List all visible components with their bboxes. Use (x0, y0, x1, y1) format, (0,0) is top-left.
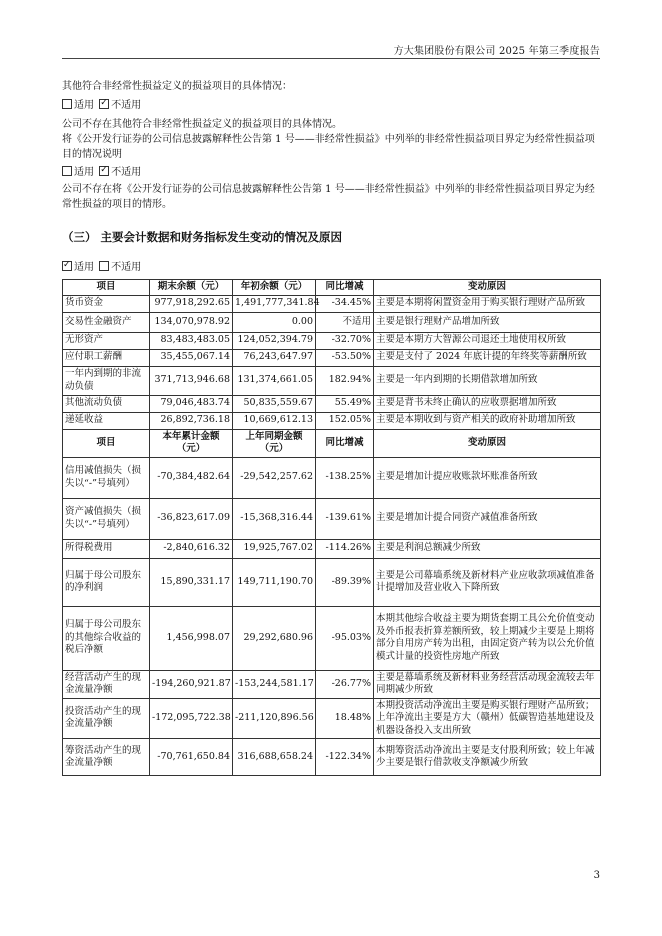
table-row (63, 349, 601, 366)
other-items-statement: 公司不存在其他符合非经常性损益定义的损益项目的具体情况。 (62, 119, 342, 130)
checkbox-not-applicable-checked (99, 99, 109, 109)
row-item: 归属于母公司股东的其他综合收益的税后净额 (63, 606, 150, 670)
column-header: 年初余额（元） (233, 280, 316, 296)
row-item: 货币资金 (63, 295, 150, 312)
row-change: 18.48% (316, 698, 374, 739)
row-reason: 主要是本期收到与资产相关的政府补助增加所致 (374, 412, 601, 429)
row-value-2: 1,491,777,341.84 (233, 295, 316, 312)
row-value-1: -70,384,482.64 (150, 457, 233, 498)
page-header: 方大集团股份有限公司 2025 年第三季度报告 (393, 46, 600, 57)
column-header: 上年同期金额（元） (233, 429, 316, 457)
table-row (63, 366, 601, 395)
row-reason: 主要是增加计提应收账款坏账准备所致 (374, 457, 601, 498)
column-header: 同比增减 (316, 280, 374, 296)
checkbox-applicable (62, 99, 72, 109)
row-value-2: 50,835,559.67 (233, 395, 316, 412)
row-value-1: 35,455,067.14 (150, 349, 233, 366)
row-value-2: 19,925,767.02 (233, 539, 316, 558)
row-item: 无形资产 (63, 332, 150, 349)
row-value-2: 0.00 (233, 312, 316, 332)
reclassification-statement: 公司不存在将《公开发行证券的公司信息披露解释性公告第 1 号——非经常性损益》中列举的非经常性损益项目界定为经常性损益的项目的情形。 (62, 184, 595, 210)
row-value-1: -172,095,722.38 (150, 698, 233, 739)
column-header: 本年累计金额（元） (150, 429, 233, 457)
row-reason: 本期其他综合收益主要为期货套期工具公允价值变动及外币报表折算差额所致，较上期减少主要是上期将部分自用房产转为出租，由固定资产转为以公允价值模式计量的投资性房地产所致 (374, 606, 601, 670)
row-change: 55.49% (316, 395, 374, 412)
row-item: 一年内到期的非流动负债 (63, 366, 150, 395)
label-applicable: 适用 (74, 167, 94, 178)
row-change: -114.26% (316, 539, 374, 558)
row-value-1: 83,483,483.05 (150, 332, 233, 349)
row-value-1: 134,070,978.92 (150, 312, 233, 332)
other-items-intro: 其他符合非经常性损益定义的损益项目的具体情况： (62, 81, 292, 92)
table-row (63, 312, 601, 332)
reclassification-title: 将《公开发行证券的公司信息披露解释性公告第 1 号——非经常性损益》中列举的非经常性损益项目界定为经常性损益项目的情况说明 (62, 134, 595, 160)
row-value-2: 149,711,190.70 (233, 558, 316, 606)
row-value-2: 316,688,658.24 (233, 739, 316, 776)
header-divider (62, 58, 600, 59)
row-change: -34.45% (316, 295, 374, 312)
row-change: 152.05% (316, 412, 374, 429)
row-item: 信用减值损失（损失以“-”号填列） (63, 457, 150, 498)
row-reason: 主要是背书未终止确认的应收票据增加所致 (374, 395, 601, 412)
row-reason: 主要是本期将闲置资金用于购买银行理财产品所致 (374, 295, 601, 312)
table-row (63, 670, 601, 698)
column-header: 同比增减 (316, 429, 374, 457)
checkbox-applicable-checked (62, 261, 72, 271)
row-item: 应付职工薪酬 (63, 349, 150, 366)
row-reason: 主要是一年内到期的长期借款增加所致 (374, 366, 601, 395)
row-item: 交易性金融资产 (63, 312, 150, 332)
row-value-1: 977,918,292.65 (150, 295, 233, 312)
row-value-1: -2,840,616.32 (150, 539, 233, 558)
change-analysis-table (62, 279, 601, 776)
page-number: 3 (593, 870, 600, 881)
row-change: -95.03% (316, 606, 374, 670)
row-change: 182.94% (316, 366, 374, 395)
row-item: 归属于母公司股东的净利润 (63, 558, 150, 606)
row-reason: 主要是利润总额减少所致 (374, 539, 601, 558)
row-value-1: 79,046,483.74 (150, 395, 233, 412)
column-header: 期末余额（元） (150, 280, 233, 296)
table-row (63, 539, 601, 558)
row-reason: 主要是支付了 2024 年底计提的年终奖等薪酬所致 (374, 349, 601, 366)
column-header: 项目 (63, 429, 150, 457)
row-change: -139.61% (316, 498, 374, 539)
checkbox-not-applicable (99, 261, 109, 271)
row-reason: 主要是幕墙系统及新材料业务经营活动现金流较去年同期减少所致 (374, 670, 601, 698)
row-value-2: -211,120,896.56 (233, 698, 316, 739)
table-row (63, 412, 601, 429)
row-item: 经营活动产生的现金流量净额 (63, 670, 150, 698)
table-row (63, 295, 601, 312)
row-reason: 本期投资活动净流出主要是购买银行理财产品所致；上年净流出主要是方大（赣州）低碳智造基地建设及机器设备投入支出所致 (374, 698, 601, 739)
row-item: 其他流动负债 (63, 395, 150, 412)
row-value-2: -153,244,581.17 (233, 670, 316, 698)
row-value-2: 29,292,680.96 (233, 606, 316, 670)
row-item: 筹资活动产生的现金流量净额 (63, 739, 150, 776)
row-value-1: -70,761,650.84 (150, 739, 233, 776)
income-header-row (63, 429, 601, 457)
applicability-row-2 (62, 166, 600, 181)
row-value-2: -29,542,257.62 (233, 457, 316, 498)
row-value-1: 26,892,736.18 (150, 412, 233, 429)
row-reason: 主要是公司幕墙系统及新材料产业应收款项减值准备计提增加及营业收入下降所致 (374, 558, 601, 606)
column-header: 变动原因 (374, 280, 601, 296)
row-change: -32.70% (316, 332, 374, 349)
label-applicable: 适用 (74, 262, 94, 273)
row-change: -53.50% (316, 349, 374, 366)
table-body (63, 280, 601, 776)
column-header: 变动原因 (374, 429, 601, 457)
section-heading: （三） 主要会计数据和财务指标发生变动的情况及原因 (62, 230, 343, 244)
row-change: 不适用 (316, 312, 374, 332)
row-value-1: -194,260,921.87 (150, 670, 233, 698)
row-change: -122.34% (316, 739, 374, 776)
table-row (63, 606, 601, 670)
label-not-applicable: 不适用 (111, 262, 142, 273)
row-item: 递延收益 (63, 412, 150, 429)
row-reason: 本期筹资活动净流出主要是支付股利所致；较上年减少主要是银行借款收支净额减少所致 (374, 739, 601, 776)
row-change: -26.77% (316, 670, 374, 698)
label-not-applicable: 不适用 (111, 100, 142, 111)
row-item: 投资活动产生的现金流量净额 (63, 698, 150, 739)
row-reason: 主要是本期方大智源公司退还土地使用权所致 (374, 332, 601, 349)
row-value-1: 15,890,331.17 (150, 558, 233, 606)
applicability-row-1 (62, 99, 600, 114)
row-value-1: 1,456,998.07 (150, 606, 233, 670)
table-row (63, 395, 601, 412)
row-value-2: 124,052,394.79 (233, 332, 316, 349)
row-reason: 主要是增加计提合同资产减值准备所致 (374, 498, 601, 539)
applicability-row-3 (62, 261, 600, 276)
row-value-2: -15,368,316.44 (233, 498, 316, 539)
table-row (63, 498, 601, 539)
row-reason: 主要是银行理财产品增加所致 (374, 312, 601, 332)
row-value-1: -36,823,617.09 (150, 498, 233, 539)
label-applicable: 适用 (74, 100, 94, 111)
row-change: -138.25% (316, 457, 374, 498)
column-header: 项目 (63, 280, 150, 296)
row-item: 资产减值损失（损失以“-”号填列） (63, 498, 150, 539)
row-value-2: 10,669,612.13 (233, 412, 316, 429)
row-change: -89.39% (316, 558, 374, 606)
table-row (63, 457, 601, 498)
table-row (63, 739, 601, 776)
checkbox-applicable (62, 166, 72, 176)
balance-header-row (63, 280, 601, 296)
table-row (63, 698, 601, 739)
row-item: 所得税费用 (63, 539, 150, 558)
row-value-2: 131,374,661.05 (233, 366, 316, 395)
checkbox-not-applicable-checked (99, 166, 109, 176)
table-row (63, 332, 601, 349)
row-value-2: 76,243,647.97 (233, 349, 316, 366)
row-value-1: 371,713,946.68 (150, 366, 233, 395)
table-row (63, 558, 601, 606)
label-not-applicable: 不适用 (111, 167, 142, 178)
